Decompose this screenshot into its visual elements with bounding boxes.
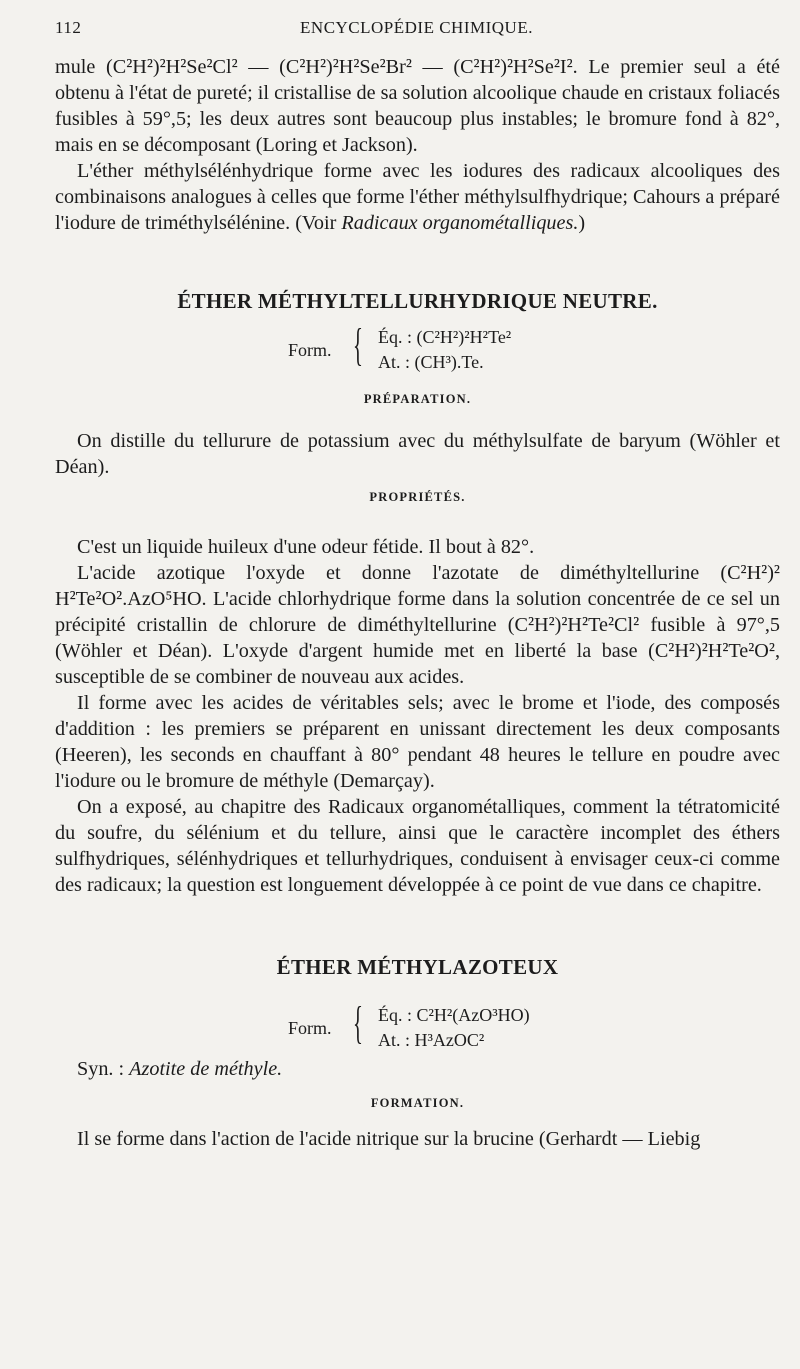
heading-formation: FORMATION. <box>370 1096 465 1110</box>
cross-reference: Radicaux organométalliques. <box>341 212 579 234</box>
section-title-azoteux: ÉTHER MÉTHYLAZOTEUX <box>276 955 559 979</box>
heading-preparation: PRÉPARATION. <box>363 392 472 406</box>
page-body <box>55 54 780 1152</box>
paragraph-properties-3: Il forme avec les acides de véritables sels; avec le brome et l'iode, des composés d'addition : les premiers se préparent en unissant directement les deux composants (Heeren), les seconds en chauffant à 80° pendant 48 heures le tellure en poudre avec l'iodure ou le bromure de méthyle (Demarçay). <box>55 692 780 792</box>
paragraph-text: L'éther méthylsélénhydrique forme avec les iodures des radicaux alcooliques des combinaisons analogues à celles que forme l'éther méthylsulfhydrique; Cahours a préparé l'iodure de triméthylsélénine. (Voir <box>55 160 780 234</box>
paragraph-cahours <box>55 158 780 236</box>
closing-paren: ) <box>578 212 586 234</box>
paragraph-formation: Il se forme dans l'action de l'acide nitrique sur la brucine (Gerhardt — Liebig <box>77 1128 701 1150</box>
formula-at: At. : (CH³).Te. <box>378 352 484 372</box>
formula-eq: Éq. : C²H²(AzO³HO) <box>378 1005 530 1025</box>
synonym-label: Syn. : <box>77 1058 130 1080</box>
running-header <box>55 18 778 44</box>
paragraph-properties-1: C'est un liquide huileux d'une odeur fétide. Il bout à 82°. <box>77 536 535 558</box>
section-title-tellurhydrique: ÉTHER MÉTHYLTELLURHYDRIQUE NEUTRE. <box>177 289 658 313</box>
formula-block <box>55 319 780 374</box>
formula-eq: Éq. : (C²H²)²H²Te² <box>378 327 512 347</box>
page-number: 112 <box>55 18 82 37</box>
paragraph-properties-2: L'acide azotique l'oxyde et donne l'azotate de diméthyltellurine (C²H²)² H²Te²O².AzO⁵HO. L'acide chlorhydrique forme dans la solution concentrée de ce sel un précipité cristallin de chlorure de diméthyltellurine (C²H²)²H²Te²Cl² fusible à 97°,5 (Wöhler et Déan). L'oxyde d'argent humide met en liberté la base (C²H²)²H²Te²O², susceptible de se combiner de nouveau aux acides. <box>55 562 780 688</box>
formula-label: Form. <box>288 1018 332 1038</box>
synonym-line <box>55 1056 780 1082</box>
formula-label: Form. <box>288 340 332 360</box>
paragraph-continuation: mule (C²H²)²H²Se²Cl² — (C²H²)²H²Se²Br² — (C²H²)²H²Se²I². Le premier seul a été obtenu à l'état de pureté; il cristallise de sa solution alcoolique chaude en cristaux foliacés fusibles à 59°,5; les deux autres sont beaucoup plus instables; le bromure fond à 82°, mais en se décomposant (Loring et Jackson). <box>55 56 780 156</box>
formula-brace: { <box>353 319 363 370</box>
formula-block-2 <box>55 997 780 1052</box>
paragraph-preparation: On distille du tellurure de potassium avec du méthylsulfate de baryum (Wöhler et Déan). <box>55 430 780 478</box>
heading-proprietes: PROPRIÉTÉS. <box>369 490 466 504</box>
paragraph-properties-4: On a exposé, au chapitre des Radicaux organométalliques, comment la tétratomicité du soufre, du sélénium et du tellure, ainsi que le caractère incomplet des éthers sulfhydriques, sélénhydriques et tellurhydriques, conduisent à envisager ceux-ci comme des radicaux; la question est longuement développée à ce point de vue dans ce chapitre. <box>55 796 780 896</box>
header-title: ENCYCLOPÉDIE CHIMIQUE. <box>300 18 533 37</box>
formula-brace: { <box>353 997 363 1048</box>
formula-at: At. : H³AzOC² <box>378 1030 485 1050</box>
synonym-value: Azotite de méthyle. <box>129 1058 283 1080</box>
